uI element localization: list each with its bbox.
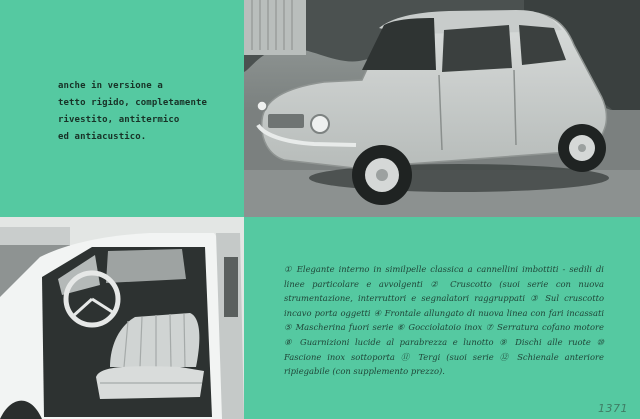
car-interior-photo [0,217,244,419]
page-number: 1371 [598,402,628,415]
intro-text [58,78,228,146]
car-exterior-photo [244,0,640,217]
intro-line: tetto rigido, completamente [58,98,207,108]
intro-panel [0,0,244,217]
intro-line: anche in versione a [58,81,163,91]
specs-text: ① Elegante interno in similpelle classica a cannellini imbottiti - sedili di linee particolare e avvolgenti ② Cruscotto (suoi serie con nuova strumentazione, interruttori e segnalatori raggruppati ③ Sul cruscotto incavo porta oggetti ④ Frontale allungato di nuova linea con fari incassati ⑤ Mascherina fuori serie ⑥ Gocciolatoio inox ⑦ Serratura cofano motore ⑧ Guarnizioni lucide al parabrezza e lunotto ⑨ Dischi alle ruote ⑩ Fascione inox sottoporta ⑪ Tergi (suoi serie ⑫ Schienale anteriore ripiegabile (con supplemento prezzo). [284,264,604,377]
intro-line: rivestito, antitermico [58,115,180,125]
intro-line: ed antiacustico. [58,132,147,142]
